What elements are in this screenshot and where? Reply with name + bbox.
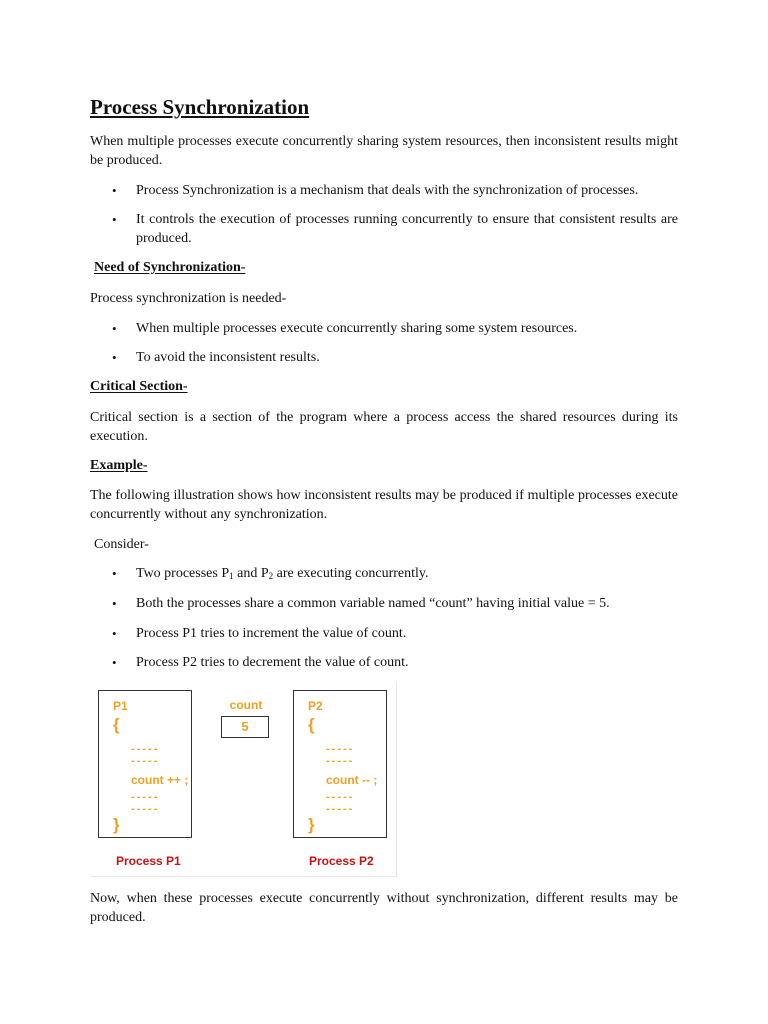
bullet-icon: • xyxy=(112,626,117,641)
conclusion-paragraph: Now, when these processes execute concurrently without synchronization, different results may be produced. xyxy=(90,891,678,925)
critical-paragraph: Critical section is a section of the program where a process access the shared resources during its execution. xyxy=(90,410,678,444)
process-p1-caption: Process P1 xyxy=(116,854,181,868)
list-item: • To avoid the inconsistent results. xyxy=(112,350,320,365)
close-brace: } xyxy=(308,815,315,834)
code-dashes: ----- xyxy=(326,743,355,755)
decrement-statement: count -- ; xyxy=(326,773,378,787)
increment-statement: count ++ ; xyxy=(131,773,189,787)
process-p2-caption: Process P2 xyxy=(309,854,374,868)
close-brace: } xyxy=(113,815,120,834)
bullet-icon: • xyxy=(112,321,117,336)
bullet-icon: • xyxy=(112,212,117,227)
need-lead: Process synchronization is needed- xyxy=(90,291,287,306)
bullet-icon: • xyxy=(112,566,117,581)
bullet-icon: • xyxy=(112,183,117,198)
list-item: • Both the processes share a common variable named “count” having initial value = 5. xyxy=(112,596,610,611)
code-dashes: ----- xyxy=(131,755,160,767)
example-paragraph: The following illustration shows how inconsistent results may be produced if multiple processes execute concurrently without any synchronization. xyxy=(90,488,678,522)
process-p2-name: P2 xyxy=(308,699,323,713)
list-item: • Process Synchronization is a mechanism that deals with the synchronization of processes. xyxy=(112,183,639,198)
code-dashes: ----- xyxy=(131,743,160,755)
bullet-icon: • xyxy=(112,655,117,670)
list-item: • It controls the execution of processes running concurrently to ensure that consistent results are produced. xyxy=(112,212,678,246)
code-dashes: ----- xyxy=(326,803,355,815)
code-dashes: ----- xyxy=(131,791,160,803)
section-heading-need: Need of Synchronization- xyxy=(94,260,246,275)
count-value-box: 5 xyxy=(221,716,269,738)
intro-paragraph: When multiple processes execute concurrently sharing system resources, then inconsistent results might be produced. xyxy=(90,134,678,168)
list-item: • When multiple processes execute concurrently sharing some system resources. xyxy=(112,321,578,336)
bullet-icon: • xyxy=(112,596,117,611)
code-dashes: ----- xyxy=(326,791,355,803)
consider-label: Consider- xyxy=(94,537,149,552)
process-illustration xyxy=(90,682,397,877)
section-heading-example: Example- xyxy=(90,458,148,473)
code-dashes: ----- xyxy=(131,803,160,815)
list-item: • Process P2 tries to decrement the value of count. xyxy=(112,655,409,670)
process-p2-box xyxy=(293,690,387,838)
open-brace: { xyxy=(113,715,120,734)
bullet-icon: • xyxy=(112,350,117,365)
page-title: Process Synchronization xyxy=(90,95,310,119)
list-item: • Process P1 tries to increment the value of count. xyxy=(112,626,407,641)
process-p1-name: P1 xyxy=(113,699,128,713)
process-p1-box xyxy=(98,690,192,838)
open-brace: { xyxy=(308,715,315,734)
count-label: count xyxy=(229,698,263,712)
code-dashes: ----- xyxy=(326,755,355,767)
list-item: • Two processes $P_1$ and $P_2$ are executing concurrently. xyxy=(112,566,429,581)
section-heading-critical: Critical Section- xyxy=(90,379,188,394)
